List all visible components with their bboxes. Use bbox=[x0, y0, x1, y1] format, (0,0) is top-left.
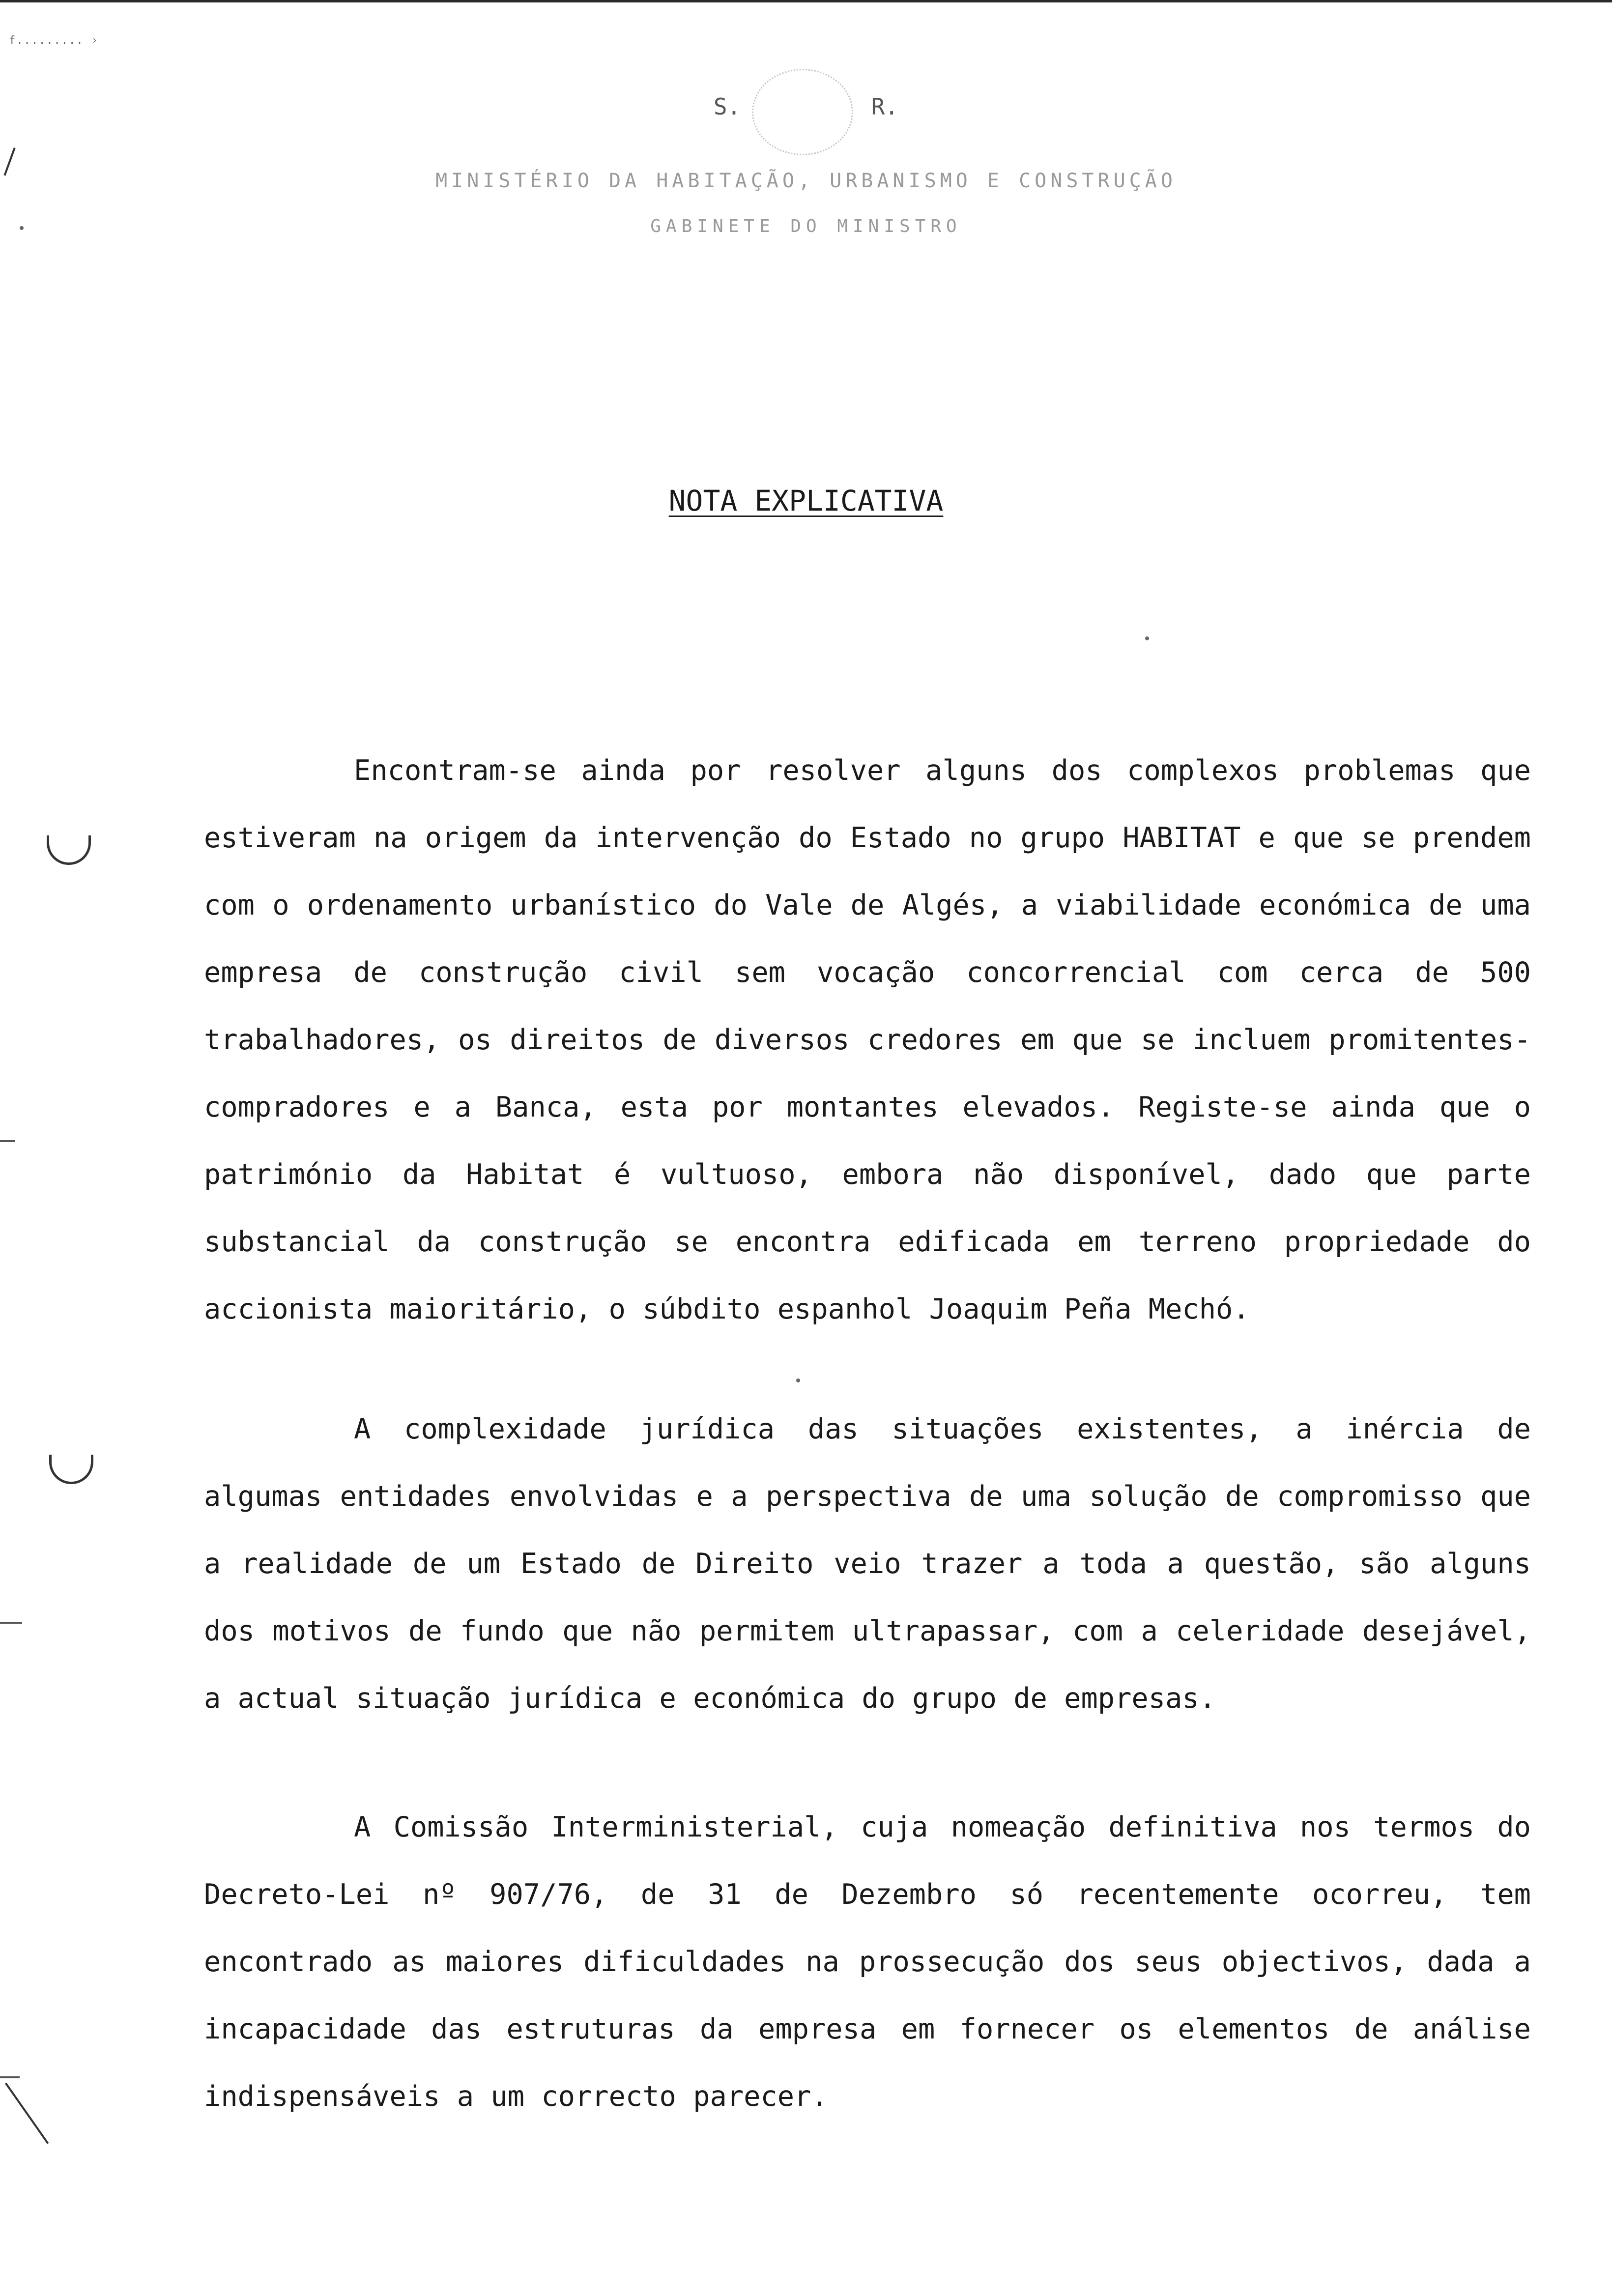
paragraph-1-text: Encontram-se ainda por resolver alguns dos complexos problemas que estiveram na origem da intervenção do Estado no grupo HABITAT e que se prendem com o ordenamento urbanístico do Vale de Algés, a viabilidade económica de uma empresa de construção civil sem vocação concorrencial com cerca de 500 trabalhadores, os direitos de diversos credores em que se incluem promitentes-compradores e a Banca, esta por montantes elevados. Registe-se ainda que o património da Habitat é vultuoso, embora não disponível, dado que parte substancial da construção se encontra edificada em terreno propriedade do accionista maioritário, o súbdito espanhol Joaquim Peña Mechó. bbox=[204, 754, 1531, 1325]
margin-stroke bbox=[5, 2083, 49, 2144]
margin-speck-1 bbox=[20, 226, 24, 230]
page-speck-1 bbox=[796, 1378, 800, 1382]
header-initials bbox=[0, 93, 1612, 120]
margin-dash-3 bbox=[0, 2076, 20, 2078]
top-border-line bbox=[0, 0, 1612, 2]
paragraph-3-text: A Comissão Interministerial, cuja nomeação definitiva nos termos do Decreto-Lei nº 907/76, de 31 de Dezembro só recentemente ocorreu, tem encontrado as maiores dificuldades na prossecução dos seus objectivos, dada a incapacidade das estruturas da empresa em fornecer os elementos de análise indispensáveis a um correcto parecer. bbox=[204, 1811, 1531, 2113]
margin-dash-2 bbox=[0, 1622, 22, 1624]
page-speck-2 bbox=[1145, 636, 1149, 640]
margin-dash-1 bbox=[0, 1140, 15, 1142]
page-title: NOTA EXPLICATIVA bbox=[668, 484, 944, 517]
paragraph-3 bbox=[204, 1794, 1531, 2130]
paragraph-1 bbox=[204, 737, 1531, 1343]
cabinet-name: GABINETE DO MINISTRO bbox=[650, 216, 962, 236]
header-right-letter: R. bbox=[871, 93, 899, 120]
margin-punch-mark-2 bbox=[49, 1455, 93, 1484]
margin-punch-mark-1 bbox=[47, 835, 91, 865]
scan-corner-note: f......... › bbox=[9, 34, 99, 47]
paragraph-2 bbox=[204, 1396, 1531, 1732]
ministry-name: MINISTÉRIO DA HABITAÇÃO, URBANISMO E CONSTRUÇÃO bbox=[435, 170, 1177, 192]
paragraph-2-text: A complexidade jurídica das situações existentes, a inércia de algumas entidades envolvidas e a perspectiva de uma solução de compromisso que a realidade de um Estado de Direito veio trazer a toda a questão, são alguns dos motivos de fundo que não permitem ultrapassar, com a celeridade desejável, a actual situação jurídica e económica do grupo de empresas. bbox=[204, 1413, 1531, 1715]
header-left-letter: S. bbox=[713, 93, 741, 120]
